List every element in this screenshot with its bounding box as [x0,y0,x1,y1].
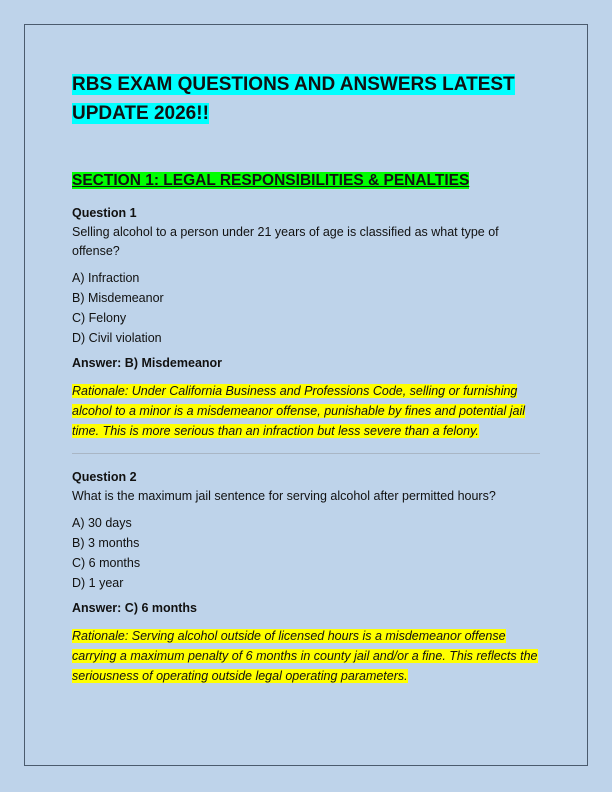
option-a: A) 30 days [72,516,132,530]
rationale-text: Rationale: Under California Business and Professions Code, selling or furnishing alcohol to a minor is a misdemeanor offense, punishable by fines and potential jail time. This is more serious than an infraction but less severe than a felony. [72,384,526,438]
question-block [72,468,542,686]
option-b: B) Misdemeanor [72,291,164,305]
document-title: RBS EXAM QUESTIONS AND ANSWERS LATEST UPDATE 2026!! [72,74,515,124]
question-label: Question 2 [72,470,137,484]
answer-text: Answer: C) 6 months [72,601,198,615]
question-label: Question 1 [72,206,137,220]
divider [72,453,540,454]
options-list [72,513,542,593]
option-c: C) 6 months [72,556,141,570]
option-d: D) 1 year [72,576,124,590]
rationale-text: Rationale: Serving alcohol outside of licensed hours is a misdemeanor offense carrying a maximum penalty of 6 months in county jail and/or a fine. This reflects the seriousness of operating outside legal operating parameters. [72,629,538,683]
option-d: D) Civil violation [72,331,162,345]
question-block [72,204,542,441]
option-a: A) Infraction [72,271,140,285]
section-title: SECTION 1: LEGAL RESPONSIBILITIES & PENALTIES [72,172,470,189]
option-b: B) 3 months [72,536,140,550]
answer-text: Answer: B) Misdemeanor [72,356,223,370]
question-text: What is the maximum jail sentence for serving alcohol after permitted hours? [72,489,496,503]
document-content [72,70,542,686]
options-list [72,268,542,348]
option-c: C) Felony [72,311,127,325]
question-text: Selling alcohol to a person under 21 years of age is classified as what type of offense? [72,225,499,258]
